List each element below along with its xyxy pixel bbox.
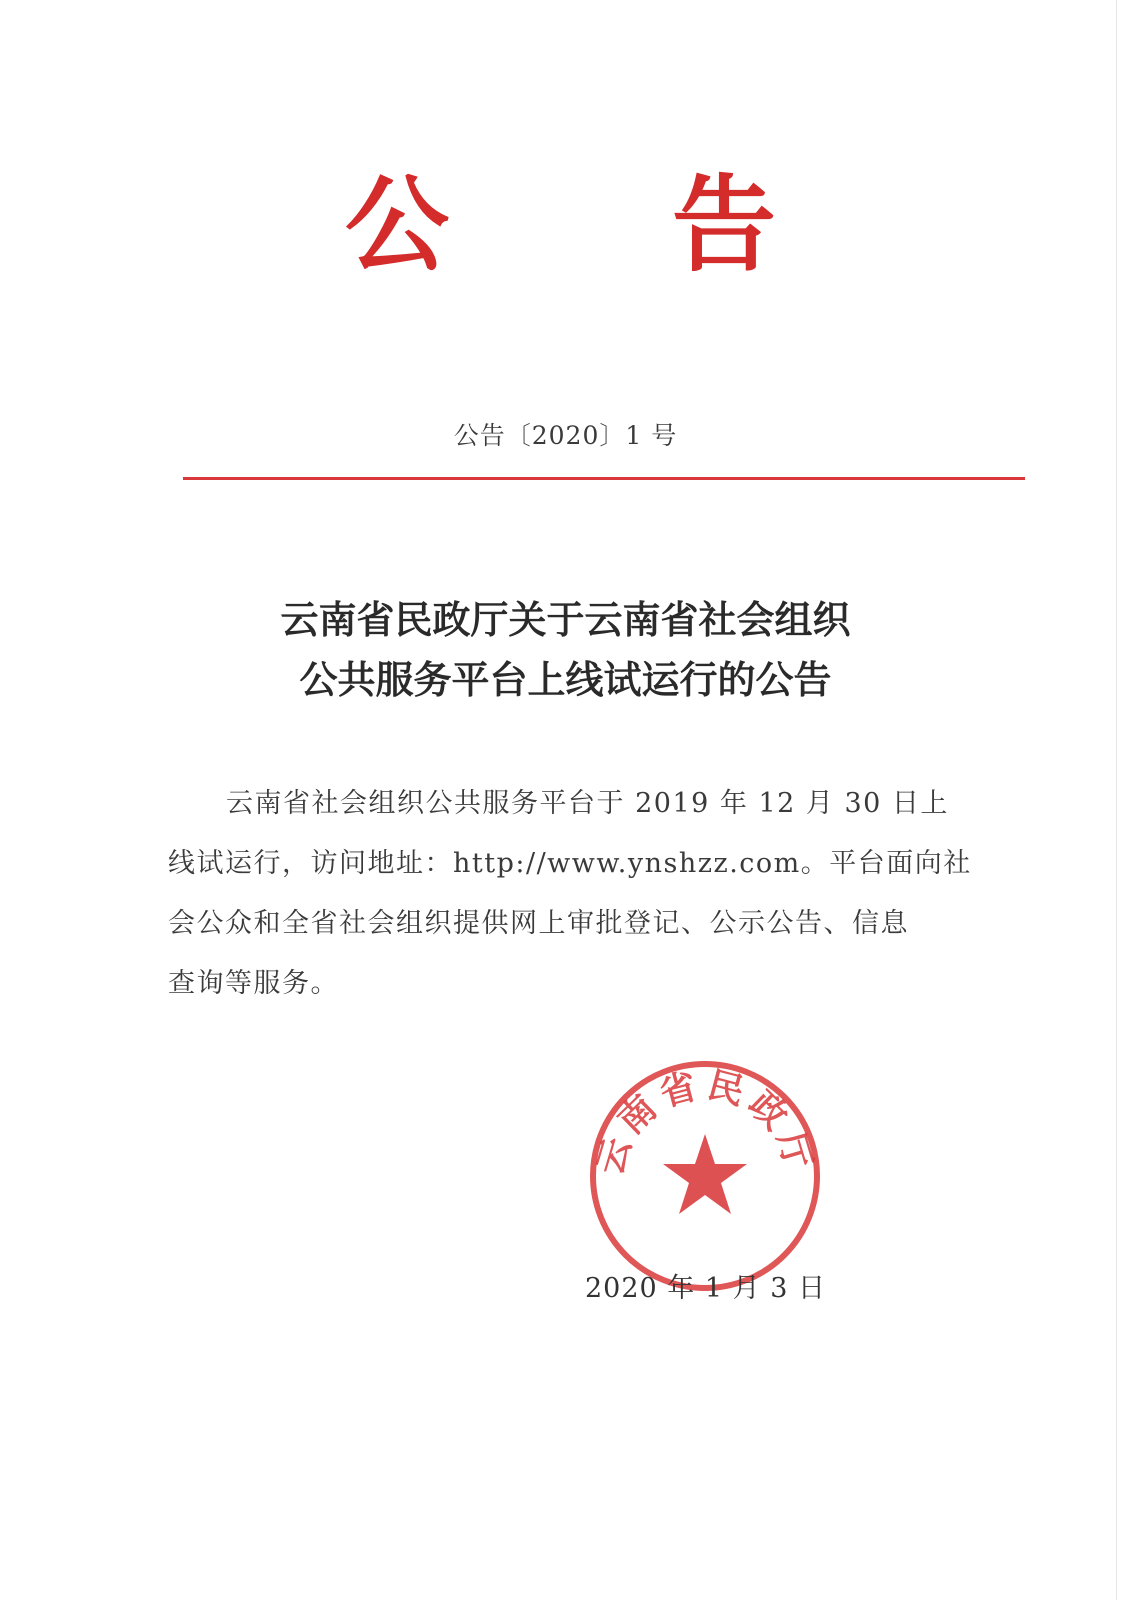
header-char-gao: 告 [672, 163, 777, 286]
official-seal [585, 1056, 825, 1296]
title-line-1: 云南省民政厅关于云南省社会组织 [280, 597, 851, 642]
document-date: 2020 年 1 月 3 日 [585, 1273, 826, 1304]
notice-header [0, 160, 1131, 290]
title-line-2: 公共服务平台上线试运行的公告 [299, 657, 832, 702]
body-line: 会公众和全省社会组织提供网上审批登记、公示公告、信息 [168, 908, 909, 939]
body-paragraph [168, 774, 972, 1014]
red-divider [183, 477, 1025, 480]
body-line: 查询等服务。 [168, 968, 339, 999]
body-line: 线试运行，访问地址：http://www.ynshzz.com。平台面向社 [168, 848, 972, 879]
body-line: 云南省社会组织公共服务平台于 2019 年 12 月 30 日上 [226, 788, 949, 819]
document-title [0, 590, 1131, 710]
header-char-gong: 公 [345, 163, 450, 286]
document-number: 公告〔2020〕1 号 [453, 421, 678, 450]
seal-star-icon [663, 1134, 747, 1214]
seal-text: 云南省民政厅 [588, 1063, 822, 1180]
